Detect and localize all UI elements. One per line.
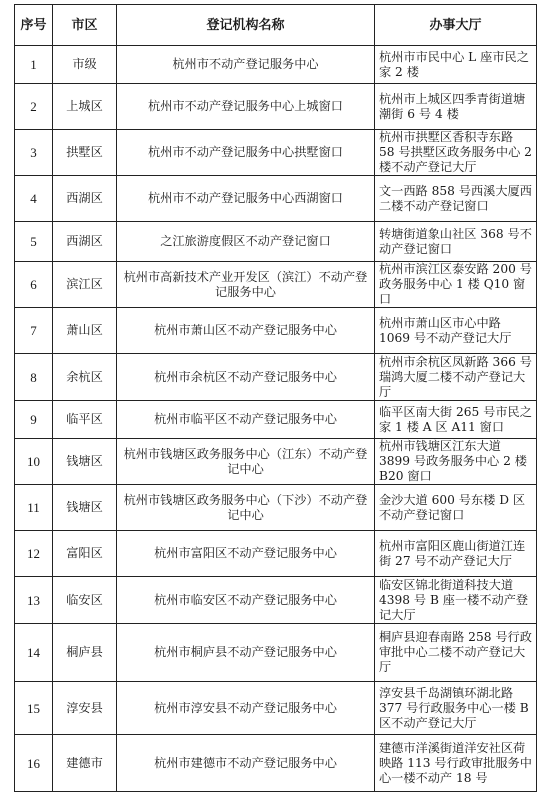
row-organization: 杭州市不动产登记服务中心 (117, 46, 375, 84)
row-organization: 杭州市不动产登记服务中心西湖窗口 (117, 176, 375, 222)
table-row (15, 308, 537, 354)
row-organization: 杭州市萧山区不动产登记服务中心 (117, 308, 375, 354)
row-number: 4 (15, 176, 53, 222)
row-district: 余杭区 (53, 354, 117, 401)
row-organization: 杭州市临平区不动产登记服务中心 (117, 401, 375, 439)
row-organization: 杭州市余杭区不动产登记服务中心 (117, 354, 375, 401)
row-organization: 杭州市钱塘区政务服务中心（下沙）不动产登记中心 (117, 485, 375, 531)
table-row (15, 84, 537, 130)
row-organization: 杭州市钱塘区政务服务中心（江东）不动产登记中心 (117, 439, 375, 485)
table-row (15, 624, 537, 682)
row-district: 富阳区 (53, 531, 117, 577)
row-district: 建德市 (53, 735, 117, 792)
row-service-hall: 杭州市富阳区鹿山街道江连街 27 号不动产登记大厅 (375, 531, 537, 577)
row-number: 12 (15, 531, 53, 577)
row-organization: 杭州市富阳区不动产登记服务中心 (117, 531, 375, 577)
row-district: 临平区 (53, 401, 117, 439)
row-number: 10 (15, 439, 53, 485)
row-service-hall: 杭州市余杭区凤新路 366 号瑞鸿大厦二楼不动产登记大厅 (375, 354, 537, 401)
row-service-hall: 淳安县千岛湖镇环湖北路 377 号行政服务中心一楼 B 区不动产登记大厅 (375, 682, 537, 735)
header-organization: 登记机构名称 (117, 5, 375, 46)
row-district: 淳安县 (53, 682, 117, 735)
row-organization: 杭州市不动产登记服务中心拱墅窗口 (117, 130, 375, 176)
row-district: 滨江区 (53, 262, 117, 308)
row-organization: 之江旅游度假区不动产登记窗口 (117, 222, 375, 262)
row-number: 2 (15, 84, 53, 130)
table-body (15, 46, 537, 792)
row-organization: 杭州市建德市不动产登记服务中心 (117, 735, 375, 792)
row-organization: 杭州市桐庐县不动产登记服务中心 (117, 624, 375, 682)
row-district: 桐庐县 (53, 624, 117, 682)
row-district: 西湖区 (53, 176, 117, 222)
row-service-hall: 杭州市上城区四季青街道塘潮街 6 号 4 楼 (375, 84, 537, 130)
row-organization: 杭州市临安区不动产登记服务中心 (117, 577, 375, 624)
row-number: 3 (15, 130, 53, 176)
header-service-hall: 办事大厅 (375, 5, 537, 46)
table-row (15, 46, 537, 84)
row-number: 1 (15, 46, 53, 84)
row-service-hall: 文一西路 858 号西溪大厦西二楼不动产登记窗口 (375, 176, 537, 222)
table-row (15, 176, 537, 222)
table-row (15, 130, 537, 176)
header-number: 序号 (15, 5, 53, 46)
row-number: 16 (15, 735, 53, 792)
row-district: 临安区 (53, 577, 117, 624)
row-number: 15 (15, 682, 53, 735)
row-district: 钱塘区 (53, 439, 117, 485)
row-district: 市级 (53, 46, 117, 84)
row-number: 14 (15, 624, 53, 682)
table-row (15, 735, 537, 792)
row-number: 13 (15, 577, 53, 624)
table-row (15, 531, 537, 577)
row-service-hall: 转塘街道象山社区 368 号不动产登记窗口 (375, 222, 537, 262)
table-header-row (15, 5, 537, 46)
table-row (15, 401, 537, 439)
table-row (15, 262, 537, 308)
row-number: 11 (15, 485, 53, 531)
row-district: 西湖区 (53, 222, 117, 262)
table-row (15, 222, 537, 262)
table-row (15, 439, 537, 485)
row-district: 拱墅区 (53, 130, 117, 176)
table-row (15, 682, 537, 735)
row-service-hall: 杭州市萧山区市心中路 1069 号不动产登记大厅 (375, 308, 537, 354)
row-service-hall: 临安区锦北街道科技大道 4398 号 B 座一楼不动产登记大厅 (375, 577, 537, 624)
row-service-hall: 杭州市拱墅区香积寺东路 58 号拱墅区政务服务中心 2 楼不动产登记大厅 (375, 130, 537, 176)
row-organization: 杭州市不动产登记服务中心上城窗口 (117, 84, 375, 130)
row-district: 萧山区 (53, 308, 117, 354)
row-district: 上城区 (53, 84, 117, 130)
row-district: 钱塘区 (53, 485, 117, 531)
row-organization: 杭州市高新技术产业开发区（滨江）不动产登记服务中心 (117, 262, 375, 308)
row-service-hall: 金沙大道 600 号东楼 D 区不动产登记窗口 (375, 485, 537, 531)
header-district: 市区 (53, 5, 117, 46)
row-number: 7 (15, 308, 53, 354)
row-organization: 杭州市淳安县不动产登记服务中心 (117, 682, 375, 735)
row-service-hall: 桐庐县迎春南路 258 号行政审批中心二楼不动产登记大厅 (375, 624, 537, 682)
table-row (15, 577, 537, 624)
table-row (15, 485, 537, 531)
row-service-hall: 杭州市市民中心 L 座市民之家 2 楼 (375, 46, 537, 84)
row-number: 8 (15, 354, 53, 401)
row-number: 9 (15, 401, 53, 439)
row-service-hall: 建德市洋溪街道洋安社区荷映路 113 号行政审批服务中心一楼不动产 18 号 (375, 735, 537, 792)
table-row (15, 354, 537, 401)
row-number: 5 (15, 222, 53, 262)
row-service-hall: 杭州市钱塘区江东大道 3899 号政务服务中心 2 楼 B20 窗口 (375, 439, 537, 485)
row-service-hall: 杭州市滨江区泰安路 200 号政务服务中心 1 楼 Q10 窗口 (375, 262, 537, 308)
row-service-hall: 临平区南大街 265 号市民之家 1 楼 A 区 A11 窗口 (375, 401, 537, 439)
registration-offices-table (14, 4, 537, 792)
row-number: 6 (15, 262, 53, 308)
